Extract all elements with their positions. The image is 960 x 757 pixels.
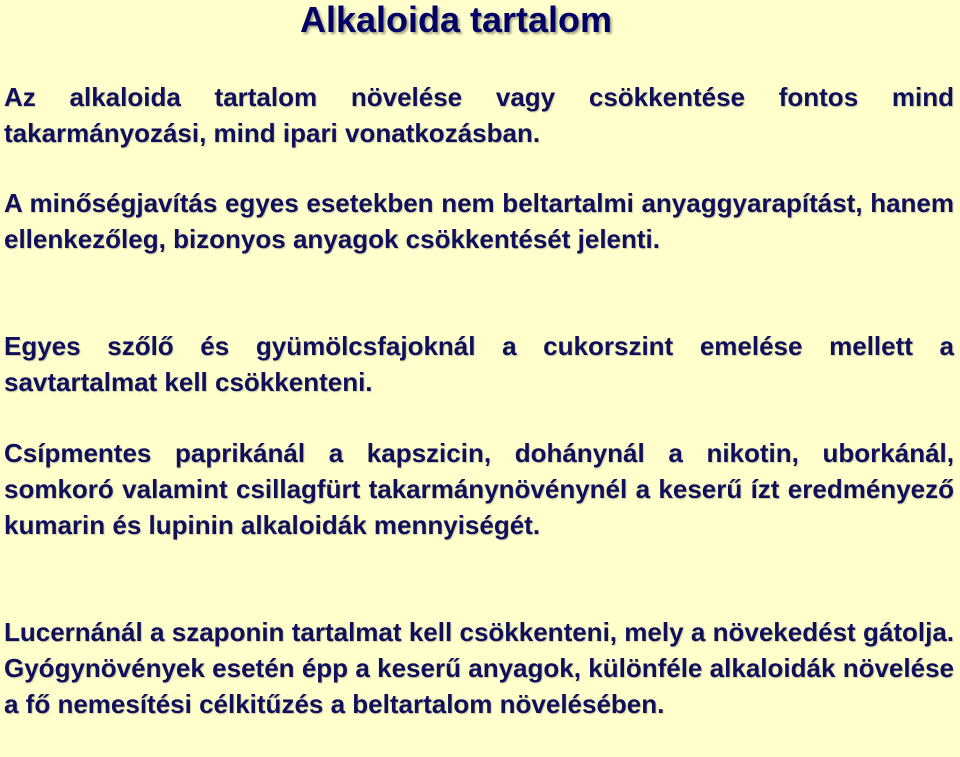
paragraph-pepper-tobacco: Csípmentes paprikánál a kapszicin, dohánynál a nikotin, uborkánál, somkoró valamint csillagfürt takarmánynövénynél a keserű ízt eredményező kumarin és lupinin alkaloidák mennyiségét. bbox=[4, 438, 954, 540]
paragraph-grape-fruit: Egyes szőlő és gyümölcsfajoknál a cukorszint emelése mellett a savtartalmat kell csökkenteni. bbox=[4, 331, 954, 397]
paragraph-alkaloid-intro: Az alkaloida tartalom növelése vagy csökkentése fontos mind takarmányozási, mind ipari vonatkozásban. bbox=[4, 82, 954, 148]
paragraph-quality-improvement: A minőségjavítás egyes esetekben nem beltartalmi anyaggyarapítást, hanem ellenkezőleg, bizonyos anyagok csökkentését jelenti. bbox=[4, 188, 954, 254]
slide-title: Alkaloida tartalom bbox=[299, 0, 613, 40]
paragraph-alfalfa-herbs: Lucernánál a szaponin tartalmat kell csökkenteni, mely a növekedést gátolja. Gyógynövények esetén épp a keserű anyagok, különféle alkaloidák növelése a fő nemesítési célkitűzés a beltartalom növelésében. bbox=[4, 617, 954, 719]
